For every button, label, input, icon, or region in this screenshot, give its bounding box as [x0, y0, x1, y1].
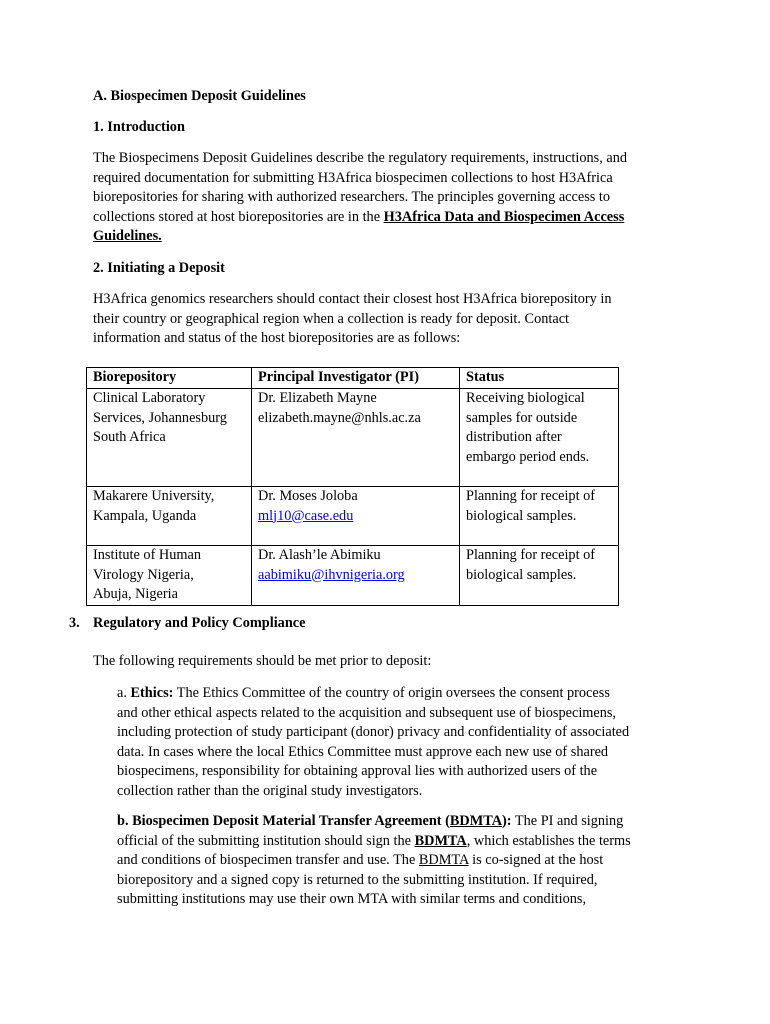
cell-line: Kampala, Uganda: [93, 507, 197, 524]
bdmta-text: The PI and signing: [511, 813, 624, 829]
cell-line: samples for outside: [466, 409, 578, 426]
pi-email-link[interactable]: aabimiku@ihvnigeria.org: [258, 566, 405, 583]
cell-line: Clinical Laboratory: [93, 390, 206, 406]
header-pi: Principal Investigator (PI): [252, 368, 460, 389]
pi-cell: [252, 487, 460, 546]
access-guidelines-link-cont[interactable]: Guidelines.: [93, 228, 162, 244]
table-row: [87, 487, 619, 546]
bdmta-text: is co-signed at the host: [468, 852, 604, 868]
initiating-heading: 2. Initiating a Deposit: [93, 260, 225, 276]
pi-name: Dr. Alash’le Abimiku: [258, 547, 381, 563]
bdmta-link[interactable]: BDMTA: [449, 813, 503, 829]
ethics-line-1: [117, 684, 610, 703]
cell-line: biological samples.: [466, 507, 577, 524]
bdmta-line-2: [117, 832, 631, 851]
bdmta-line-1: [117, 812, 623, 831]
pi-cell: [252, 389, 460, 487]
table-row: [87, 546, 619, 606]
table-header-row: [87, 368, 619, 389]
cell-line: embargo period ends.: [466, 448, 590, 465]
cell-line: Planning for receipt of: [466, 488, 596, 504]
bdmta-label-end: ):: [502, 813, 512, 829]
pi-name: Dr. Elizabeth Mayne: [258, 390, 377, 406]
header-status: Status: [460, 368, 619, 389]
status-cell: [460, 389, 619, 487]
bdmta-text: , which establishes the terms: [466, 832, 631, 849]
bdmta-link[interactable]: BDMTA: [418, 852, 469, 868]
cell-line: Planning for receipt of: [466, 547, 596, 563]
access-guidelines-link[interactable]: H3Africa Data and Biospecimen Access: [383, 208, 625, 225]
biorepository-cell: [87, 546, 252, 606]
header-biorepository: Biorepository: [87, 368, 252, 389]
intro-line-4-text: collections stored at host biorepositories are in the: [93, 208, 384, 225]
cell-line: Makarere University,: [93, 488, 215, 504]
cell-line: Receiving biological: [466, 390, 585, 406]
pi-name: Dr. Moses Joloba: [258, 488, 358, 504]
intro-heading: 1. Introduction: [93, 119, 185, 135]
ethics-label: Ethics:: [130, 685, 174, 701]
ethics-line-2: and other ethical aspects related to the acquisition and subsequent use of biospecimens,: [117, 704, 617, 721]
intro-line-4: [93, 208, 624, 227]
bdmta-link[interactable]: BDMTA: [414, 832, 467, 849]
ethics-line-4: data. In cases where the local Ethics Committee must approve each new use of shared: [117, 743, 609, 760]
regulatory-number: 3.: [69, 615, 80, 631]
bdmta-line-4: biorepository and a signed copy is returned to the submitting institution. If required,: [117, 871, 598, 888]
regulatory-heading: Regulatory and Policy Compliance: [93, 615, 306, 631]
bdmta-line-5: submitting institutions may use their own MTA with similar terms and conditions,: [117, 891, 587, 907]
ethics-line-3: including protection of study participant (donor) privacy and confidentiality of associated: [117, 724, 630, 740]
cell-line: Abuja, Nigeria: [93, 586, 178, 602]
bdmta-line-3: [117, 851, 603, 870]
cell-line: South Africa: [93, 429, 166, 445]
cell-line: Institute of Human: [93, 547, 202, 563]
bdmta-text: official of the submitting institution should sign the: [117, 832, 415, 849]
bdmta-text: and conditions of biospecimen transfer and use. The: [117, 852, 419, 868]
cell-line: Services, Johannesburg: [93, 409, 227, 426]
ethics-prefix: a.: [117, 685, 131, 701]
ethics-line-5: biospecimens, responsibility for obtaining approval lies with authorized users of the: [117, 763, 598, 779]
ethics-line-6: collection rather than the original study investigators.: [117, 782, 423, 799]
section-a-title: A. Biospecimen Deposit Guidelines: [93, 88, 306, 104]
biorepository-cell: [87, 389, 252, 487]
cell-line: distribution after: [466, 429, 562, 445]
cell-line: biological samples.: [466, 566, 577, 583]
initiating-line-3: information and status of the host biorepositories are as follows:: [93, 330, 461, 346]
biorepository-table: [86, 367, 619, 606]
intro-line-2: required documentation for submitting H3Africa biospecimen collections to host H3Africa: [93, 169, 613, 186]
pi-cell: [252, 546, 460, 606]
biorepository-cell: [87, 487, 252, 546]
initiating-line-2: their country or geographical region when a collection is ready for deposit. Contact: [93, 310, 570, 327]
pi-email: elizabeth.mayne@nhls.ac.za: [258, 409, 421, 426]
regulatory-intro: The following requirements should be met prior to deposit:: [93, 653, 432, 669]
cell-line: Virology Nigeria,: [93, 566, 194, 583]
table-row: [87, 389, 619, 487]
pi-email-link[interactable]: mlj10@case.edu: [258, 507, 354, 524]
bdmta-label: b. Biospecimen Deposit Material Transfer Agreement (: [117, 813, 450, 829]
ethics-text: The Ethics Committee of the country of origin oversees the consent process: [173, 685, 610, 701]
intro-line-1: The Biospecimens Deposit Guidelines describe the regulatory requirements, instructions, and: [93, 150, 628, 166]
status-cell: [460, 487, 619, 546]
initiating-line-1: H3Africa genomics researchers should contact their closest host H3Africa biorepository in: [93, 291, 612, 307]
intro-line-3: biorepositories for sharing with authorized researchers. The principles governing access to: [93, 189, 611, 205]
status-cell: [460, 546, 619, 606]
